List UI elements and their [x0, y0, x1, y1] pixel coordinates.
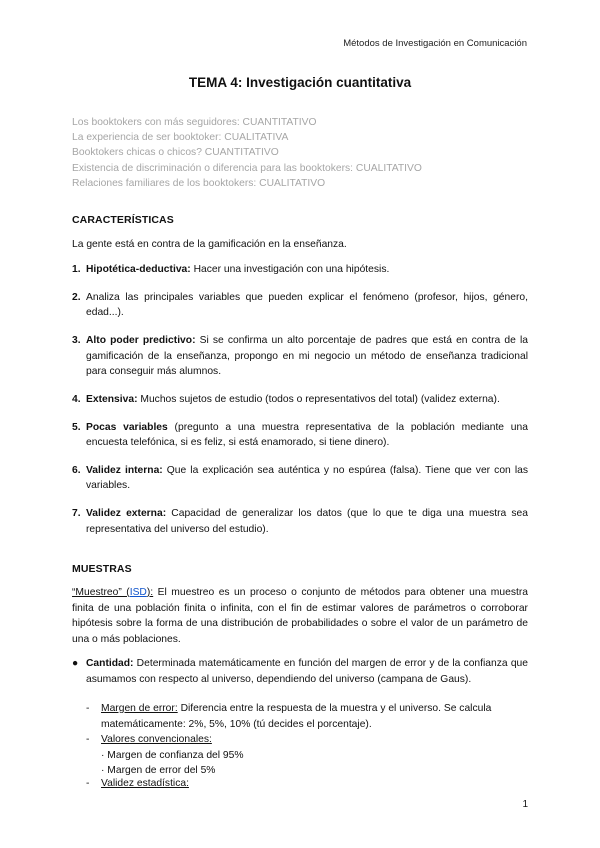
- item-text: Analiza las principales variables que pueden explicar el fenómeno (profesor, hijos, género, edad...).: [86, 291, 528, 319]
- item-text: Hacer una investigación con una hipótesis.: [190, 264, 390, 275]
- conventional-value: · Margen de error del 5%: [101, 765, 216, 776]
- bullet-term: Cantidad:: [86, 658, 134, 669]
- example-line: La experiencia de ser booktoker: CUALITATIVA: [72, 132, 289, 144]
- examples-list: [72, 115, 422, 191]
- example-line: Booktokers chicas o chicos? CUANTITATIVO: [72, 147, 279, 159]
- margin-text: Diferencia entre la respuesta de la muestra y el universo. Se calcula matemáticamente: 2%, 5%, 10% (tú decides el porcentaje).: [101, 703, 492, 730]
- conventional-term: Valores convencionales:: [101, 734, 212, 745]
- item-text: Capacidad de generalizar los datos (que lo que te diga una muestra sea representativa del universo del estudio).: [86, 508, 528, 535]
- item-term: Pocas variables: [86, 421, 168, 433]
- page-title: TEMA 4: Investigación cuantitativa: [188, 75, 412, 90]
- conventional-values-item: [86, 732, 528, 779]
- samples-heading: MUESTRAS: [72, 563, 132, 575]
- dash-marker: -: [86, 778, 90, 789]
- item-number: 4.: [72, 393, 81, 405]
- characteristics-intro: La gente está en contra de la gamificación en la enseñanza.: [72, 239, 347, 250]
- item-text: Si se confirma un alto porcentaje de padres que está en contra de la gamificación de la enseñanza, propongo en mi negocio un método de enseñanza tradicional para conseguir más alumnos.: [86, 335, 528, 378]
- quantity-bullet: [72, 656, 528, 687]
- running-header: Métodos de Investigación en Comunicación: [343, 38, 527, 49]
- item-text: Muchos sujetos de estudio (todos o representativos del total) (validez externa).: [137, 393, 500, 405]
- item-number: 3.: [72, 335, 81, 347]
- item-number: 1.: [72, 264, 81, 275]
- item-number: 2.: [72, 291, 81, 303]
- item-text: (pregunto a una muestra representativa de la población mediante una encuesta telefónica, si es feliz, si está enamorado, si tiene dinero).: [86, 421, 528, 449]
- item-term: Hipotética-deductiva:: [86, 264, 191, 275]
- item-term: Alto poder predictivo:: [86, 335, 196, 347]
- list-item: [72, 506, 528, 537]
- statistical-validity-item: [86, 776, 528, 792]
- item-term: Validez externa:: [86, 508, 167, 520]
- page-number: 1: [522, 799, 528, 810]
- characteristics-list: [72, 262, 528, 550]
- bullet-dot: ●: [72, 658, 79, 669]
- validity-term: Validez estadística:: [101, 778, 189, 789]
- item-number: 5.: [72, 421, 81, 433]
- item-text: Que la explicación sea auténtica y no espúrea (falsa). Tiene que ver con las variables.: [86, 464, 528, 492]
- isd-link[interactable]: ISD: [129, 587, 147, 598]
- margin-term: Margen de error:: [101, 703, 178, 714]
- dash-marker: -: [86, 703, 90, 714]
- characteristics-heading: CARACTERÍSTICAS: [72, 214, 174, 226]
- conventional-value: · Margen de confianza del 95%: [101, 749, 244, 761]
- sampling-definition: [72, 585, 528, 647]
- margin-of-error-item: [86, 701, 528, 732]
- item-term: Validez interna:: [86, 464, 163, 476]
- dash-marker: -: [86, 734, 90, 745]
- list-item: [72, 333, 528, 380]
- item-number: 6.: [72, 464, 81, 476]
- example-line: Existencia de discriminación o diferencia para las booktokers: CUALITATIVO: [72, 162, 422, 174]
- item-number: 7.: [72, 508, 81, 520]
- definition-term-close: ):: [146, 587, 154, 598]
- list-item: [72, 392, 528, 408]
- example-line: Los booktokers con más seguidores: CUANTITATIVO: [72, 117, 317, 128]
- list-item: [72, 290, 528, 321]
- definition-text: El muestreo es un proceso o conjunto de métodos para obtener una muestra finita de una población finita o infinita, con el fin de estimar valores de parámetros o corroborar hipótesis sobre la forma de una distribución de probabilidades o sobre el valor de un parámetro de una o más poblaciones.: [72, 587, 528, 645]
- list-item: [72, 420, 528, 451]
- list-item: [72, 463, 528, 494]
- definition-term: “Muestreo” (: [72, 587, 130, 598]
- item-term: Extensiva:: [86, 393, 138, 405]
- bullet-text: Determinada matemáticamente en función del margen de error y de la confianza que asumamos con respecto al universo, dependiendo del universo (campana de Gaus).: [86, 658, 528, 685]
- example-line: Relaciones familiares de los booktokers: CUALITATIVO: [72, 177, 326, 189]
- list-item: [72, 262, 528, 278]
